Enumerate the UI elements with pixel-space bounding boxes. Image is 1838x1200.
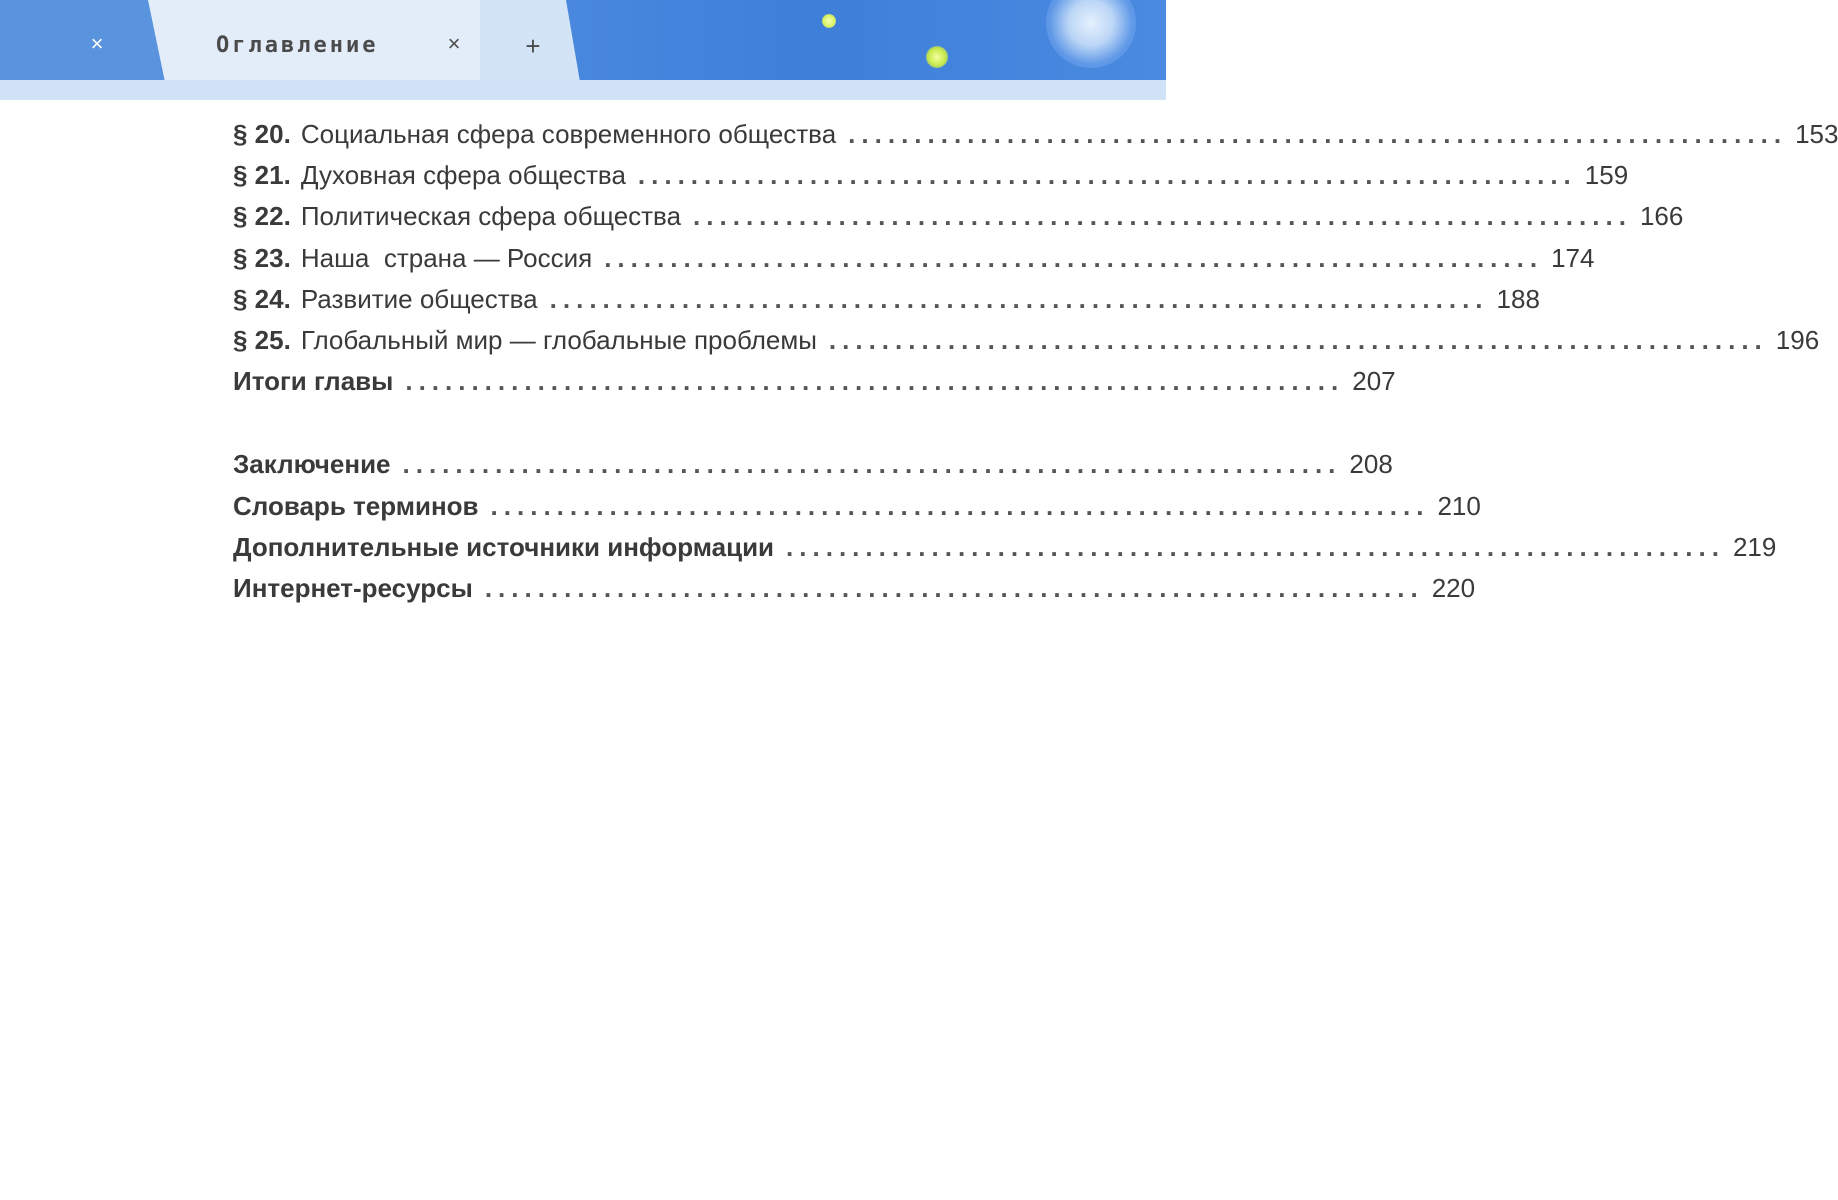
toc-entry[interactable] <box>233 320 1820 361</box>
toc-entry-chapter-summary[interactable] <box>233 361 1396 402</box>
entry-title: Развитие общества <box>300 283 538 314</box>
toc-entry-back-matter[interactable] <box>233 527 1777 568</box>
dot-leader: ....................................................................... <box>637 160 1577 191</box>
entry-title: Социальная сфера современного общества <box>300 119 837 149</box>
entry-title: Заключение <box>233 449 391 480</box>
page-number: 210 <box>1437 490 1481 521</box>
page-number: 196 <box>1775 324 1820 355</box>
toc-entry[interactable] <box>233 155 1629 196</box>
sparkle-decoration-icon <box>822 14 836 28</box>
dot-leader: ....................................................................... <box>405 366 1345 397</box>
page-number: 220 <box>1431 572 1476 603</box>
table-of-contents <box>233 114 1838 609</box>
entry-title: Политическая сфера общества <box>300 201 682 232</box>
tab-bar <box>0 0 1166 100</box>
entry-title: Наша страна — Россия <box>300 242 593 273</box>
section-number: § 21. <box>233 160 291 191</box>
page-number: 159 <box>1584 160 1629 191</box>
glow-decoration-icon <box>1046 0 1136 68</box>
toc-entry[interactable] <box>233 279 1540 320</box>
entry-title: Глобальный мир — глобальные проблемы <box>300 324 817 355</box>
toc-entry-back-matter[interactable] <box>233 444 1393 485</box>
page-number: 188 <box>1496 283 1540 314</box>
spacer <box>233 402 1101 444</box>
entry-title: Интернет-ресурсы <box>233 572 473 603</box>
page-number: 174 <box>1551 242 1595 273</box>
dot-leader: ....................................................................... <box>490 490 1430 521</box>
toc-entry[interactable] <box>233 196 1684 237</box>
dot-leader: ....................................................................... <box>484 572 1424 603</box>
dot-leader: ....................................................................... <box>693 201 1632 232</box>
tab-title: Оглавление <box>216 33 379 58</box>
page-number: 219 <box>1732 531 1777 562</box>
section-number: § 20. <box>233 119 291 149</box>
dot-leader: ....................................................................... <box>848 119 1788 149</box>
page-number: 166 <box>1639 201 1684 232</box>
close-tab-icon[interactable]: × <box>447 31 461 56</box>
dot-leader: ....................................................................... <box>604 242 1544 273</box>
dot-leader: ....................................................................... <box>402 449 1342 480</box>
section-number: § 25. <box>233 324 291 355</box>
tab-previous[interactable] <box>0 0 160 80</box>
entry-title: Итоги главы <box>233 366 394 397</box>
page-number: 208 <box>1349 449 1393 480</box>
page-number: 207 <box>1352 366 1396 397</box>
close-icon[interactable]: × <box>90 31 104 56</box>
toc-entry-back-matter[interactable] <box>233 568 1476 609</box>
section-number: § 23. <box>233 242 291 273</box>
add-tab-icon[interactable]: + <box>525 31 541 61</box>
dot-leader: ....................................................................... <box>786 531 1725 562</box>
dot-leader: ....................................................................... <box>549 283 1489 314</box>
section-number: § 22. <box>233 201 291 232</box>
entry-title: Словарь терминов <box>233 490 479 521</box>
section-number: § 24. <box>233 283 291 314</box>
toc-entry[interactable] <box>233 114 1838 155</box>
tab-bar-underline <box>0 80 1166 100</box>
toc-entry[interactable] <box>233 238 1595 279</box>
dot-leader: ....................................................................... <box>828 324 1768 355</box>
entry-title: Дополнительные источники информации <box>233 531 775 562</box>
entry-title: Духовная сфера общества <box>300 160 626 191</box>
sparkle-decoration-icon <box>926 46 948 68</box>
page-number: 153 <box>1795 119 1838 149</box>
toc-entry-back-matter[interactable] <box>233 486 1481 527</box>
